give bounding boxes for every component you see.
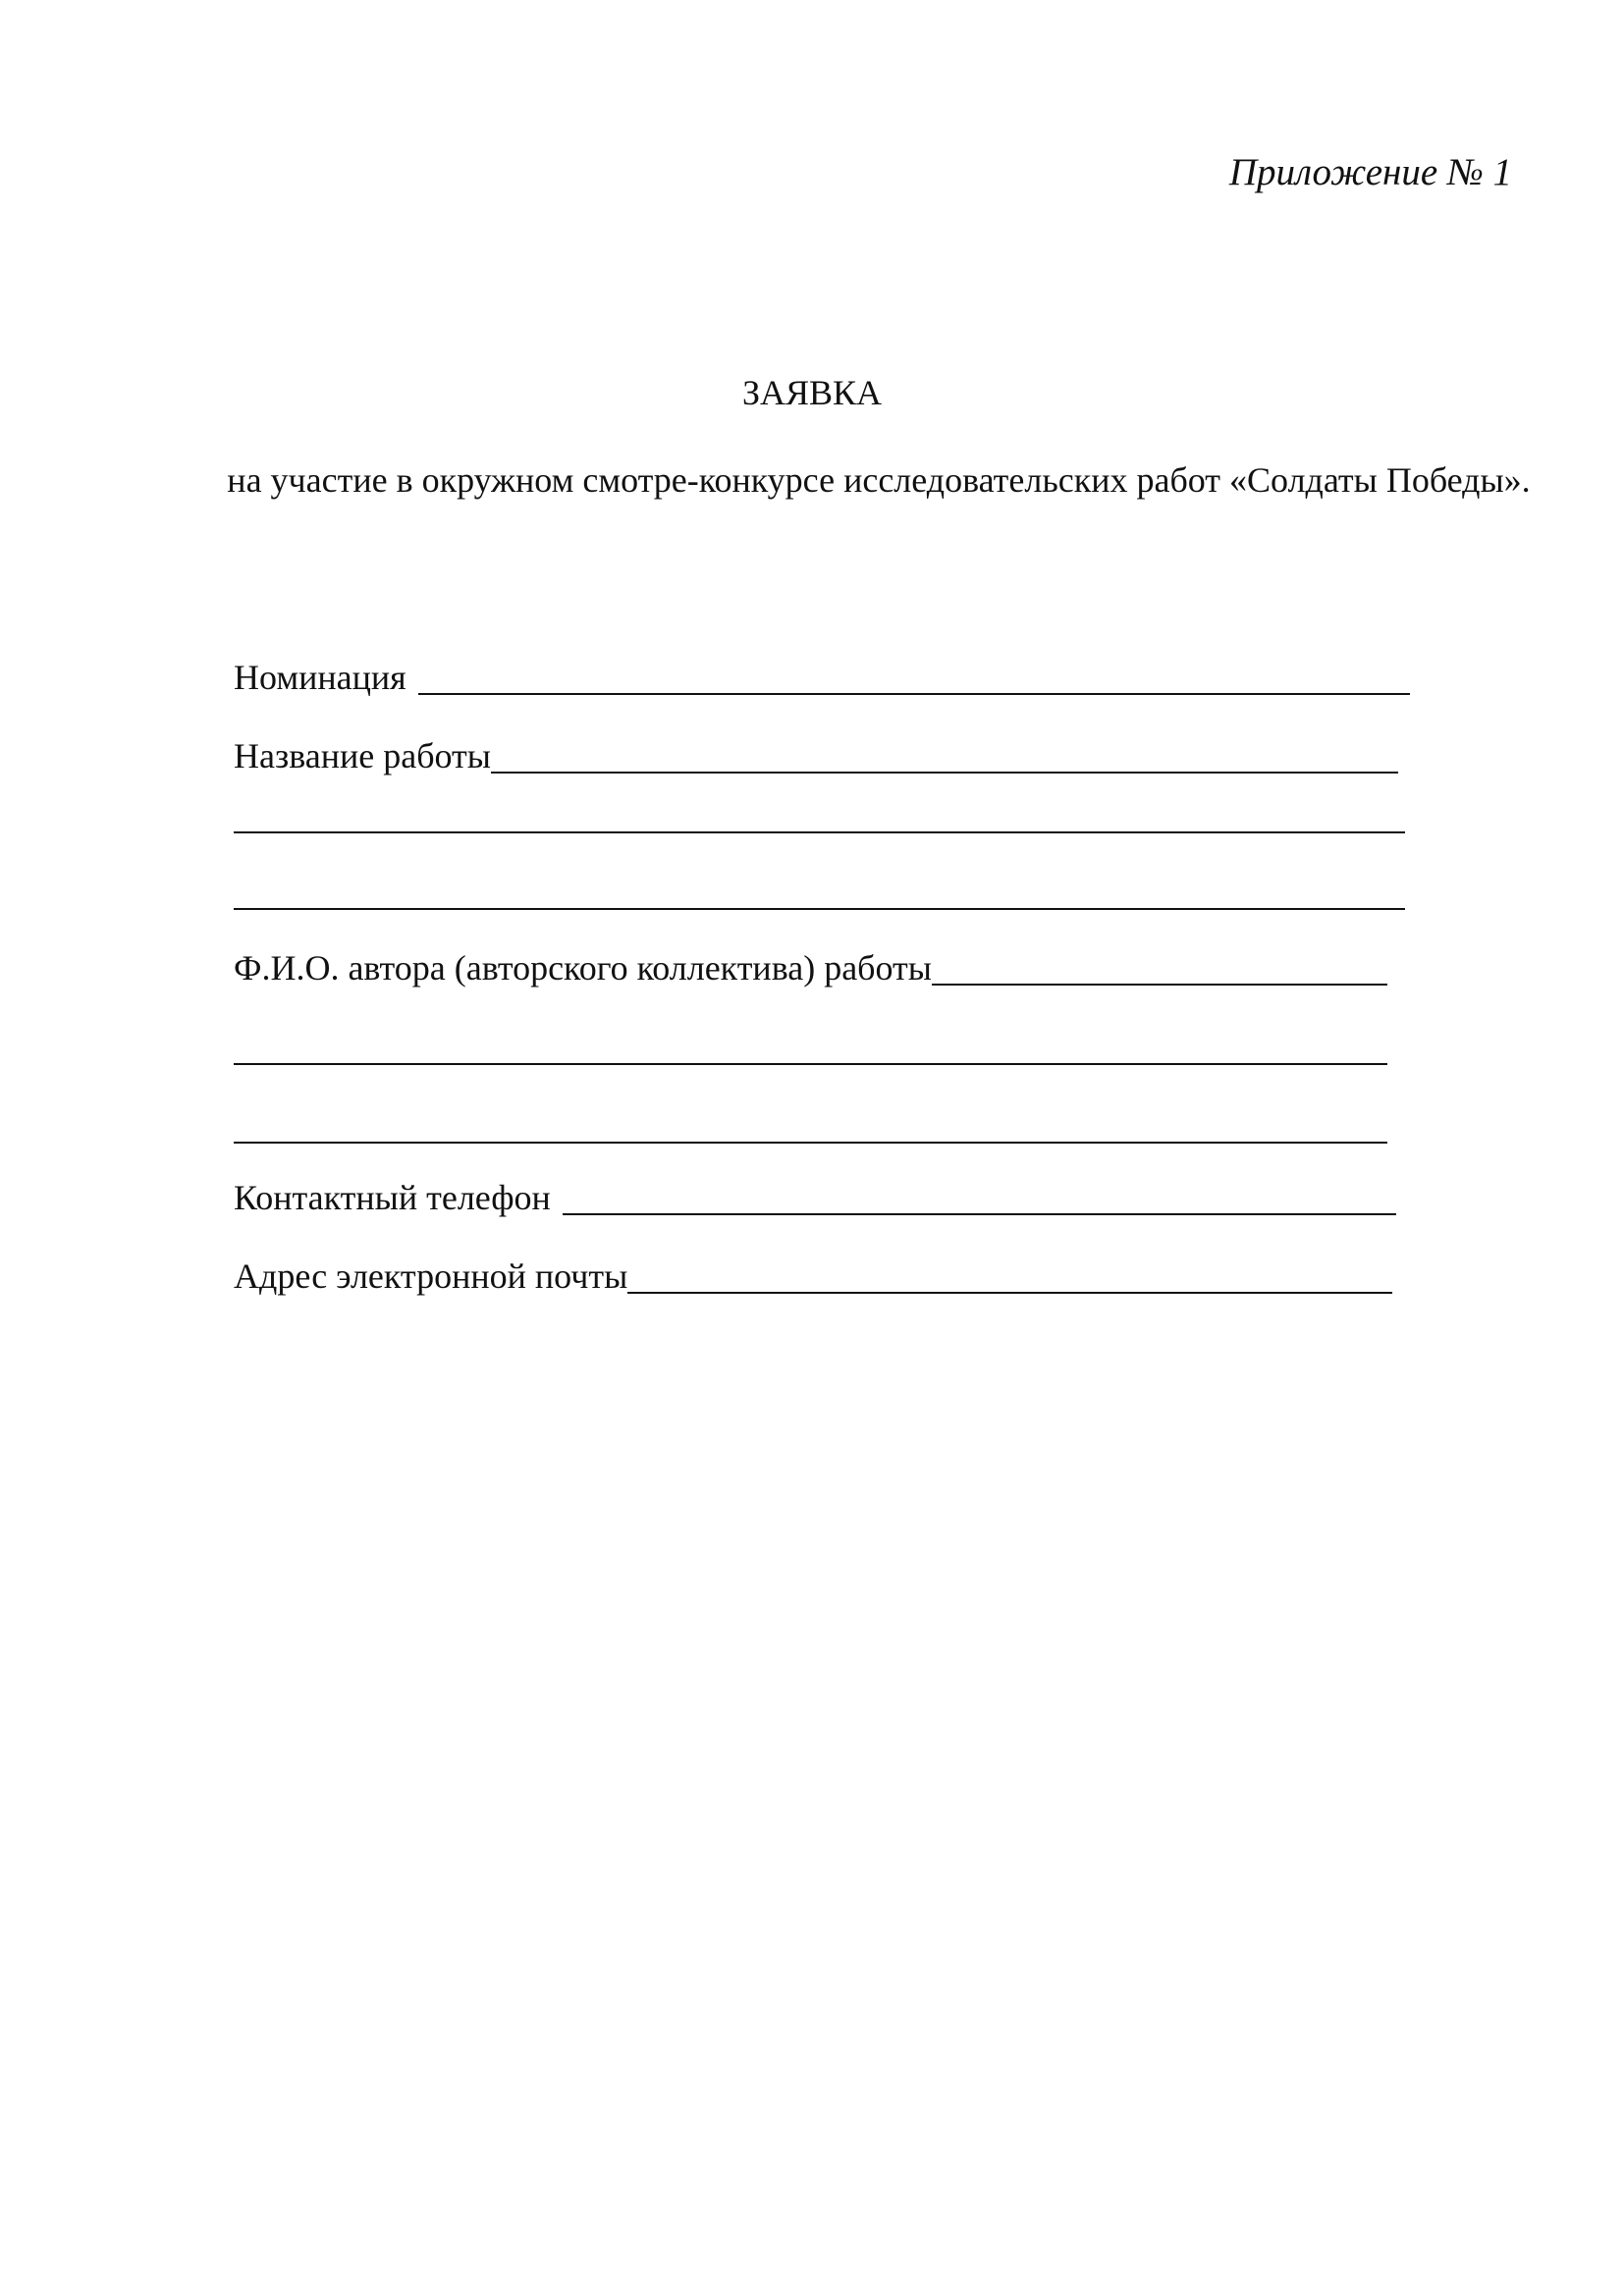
work-title-blank[interactable] bbox=[491, 772, 1398, 774]
author-blank[interactable] bbox=[932, 984, 1387, 986]
work-title-label: Название работы bbox=[234, 736, 491, 775]
author-blank-line-3[interactable] bbox=[234, 1142, 1387, 1144]
phone-label: Контактный телефон bbox=[234, 1178, 551, 1217]
page-subtitle: на участие в окружном смотре-конкурсе исследовательских работ «Солдаты Победы». bbox=[227, 460, 1531, 500]
email-blank[interactable] bbox=[627, 1292, 1392, 1294]
work-title-blank-line-3[interactable] bbox=[234, 908, 1405, 910]
work-title-blank-line-2[interactable] bbox=[234, 831, 1405, 833]
phone-blank[interactable] bbox=[563, 1213, 1396, 1215]
author-row bbox=[234, 950, 1387, 986]
author-label: Ф.И.О. автора (авторского коллектива) работы bbox=[234, 948, 932, 988]
nomination-blank[interactable] bbox=[418, 693, 1410, 695]
appendix-label: Приложение № 1 bbox=[1228, 151, 1512, 193]
nomination-label: Номинация bbox=[234, 658, 406, 697]
page-title: ЗАЯВКА bbox=[741, 373, 883, 412]
nomination-row bbox=[234, 660, 1410, 695]
work-title-row bbox=[234, 738, 1398, 774]
email-label: Адрес электронной почты bbox=[234, 1256, 628, 1296]
author-blank-line-2[interactable] bbox=[234, 1063, 1387, 1065]
phone-row bbox=[234, 1180, 1396, 1215]
email-row bbox=[234, 1258, 1392, 1294]
